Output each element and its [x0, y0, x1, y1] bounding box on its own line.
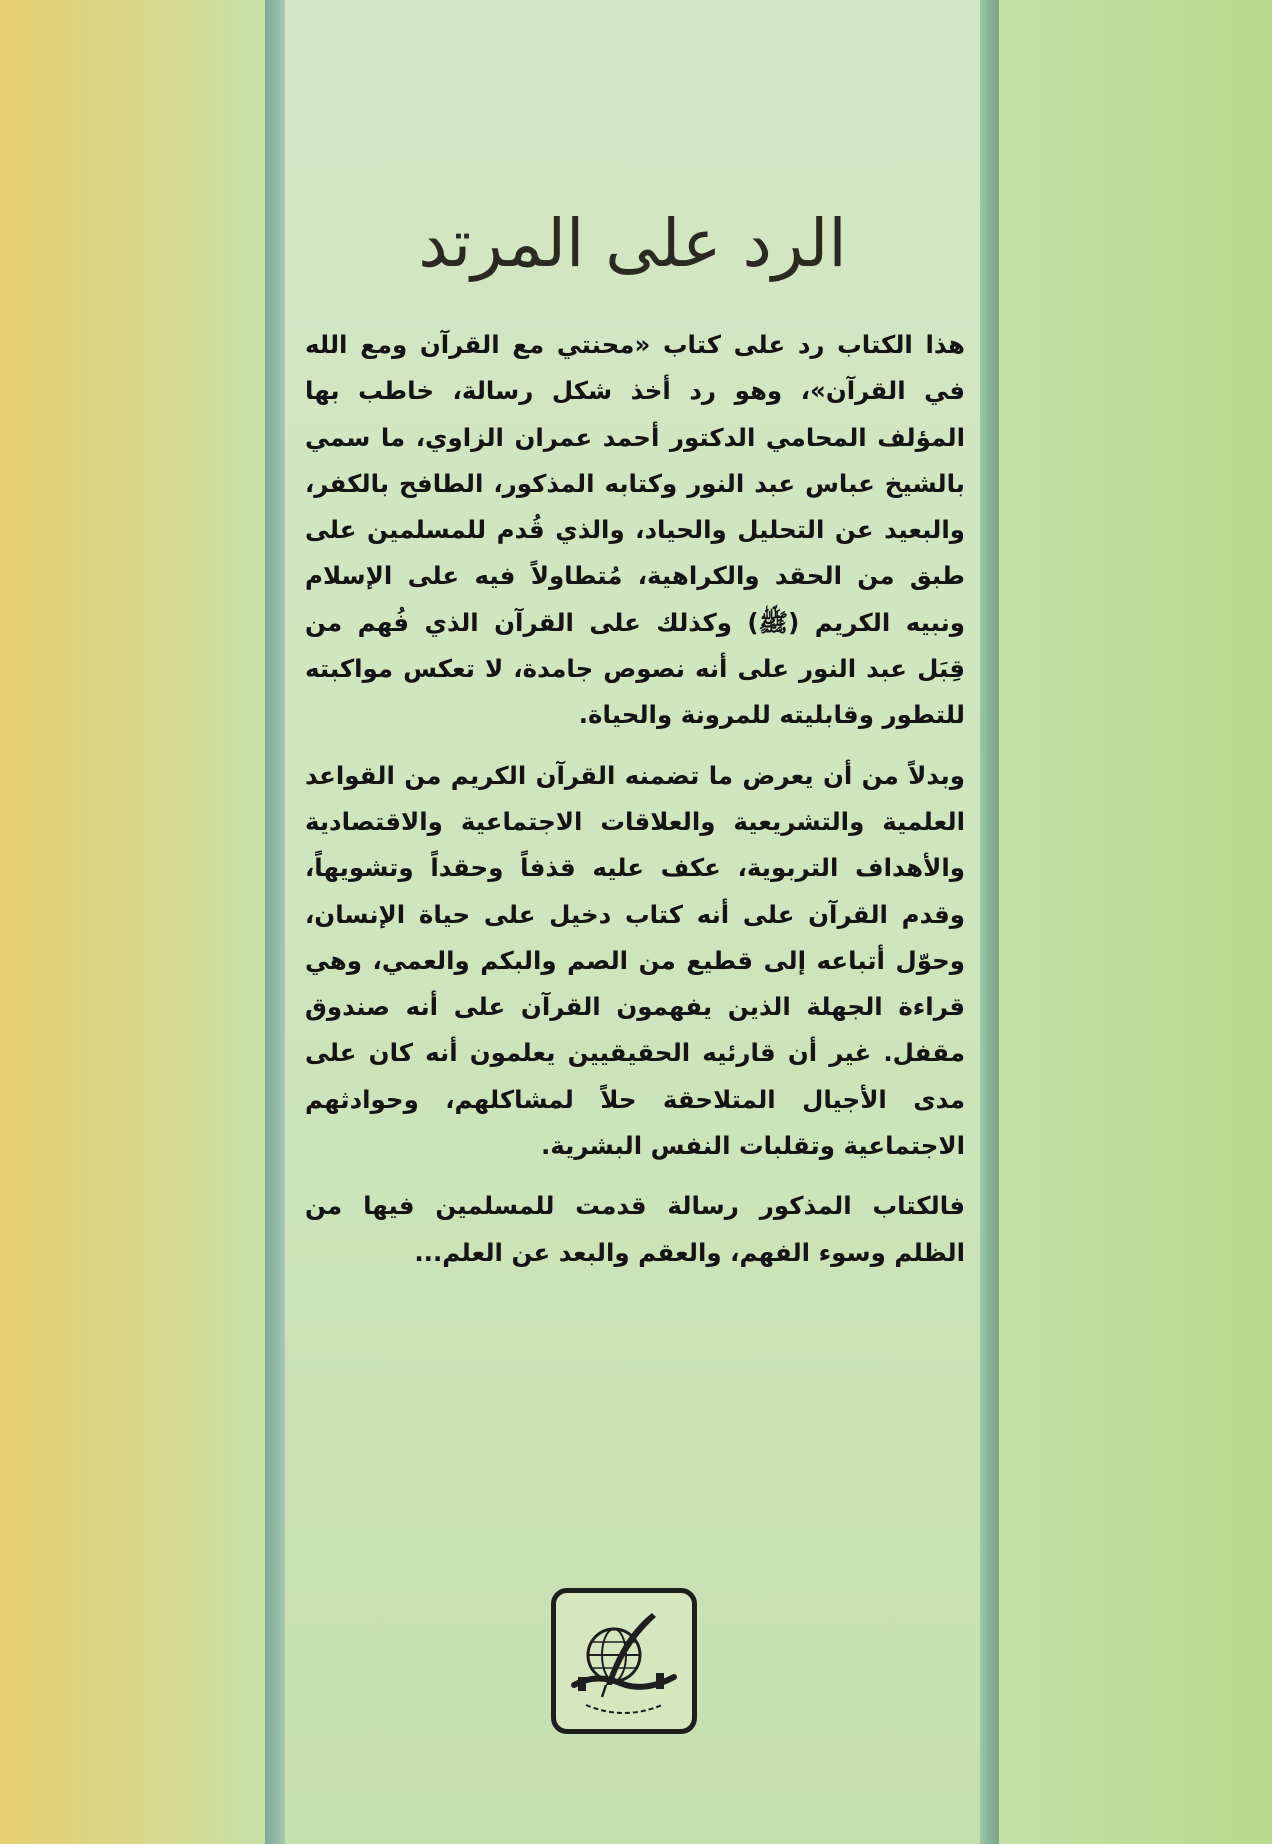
book-title: الرد على المرتد [418, 205, 847, 282]
back-cover-blurb [305, 322, 965, 1276]
publisher-logo-icon [556, 1593, 692, 1729]
right-teal-stripe [980, 0, 999, 1844]
left-teal-stripe [265, 0, 285, 1844]
blurb-paragraph-1: هذا الكتاب رد على كتاب «محنتي مع القرآن ومع الله في القرآن»، وهو رد أخذ شكل رسالة، خاطب بها المؤلف المحامي الدكتور أحمد عمران الزاوي، ما سمي بالشيخ عباس عبد النور وكتابه المذكور، الطافح بالكفر، والبعيد عن التحليل والحياد، والذي قُدم للمسلمين على طبق من الحقد والكراهية، مُتطاولاً فيه على الإسلام ونبيه الكريم (ﷺ) وكذلك على القرآن الذي فُهم من قِبَل عبد النور على أنه نصوص جامدة، لا تعكس مواكبته للتطور وقابليته للمرونة والحياة. [305, 330, 965, 730]
publisher-logo [551, 1588, 697, 1734]
blurb-paragraph-2: وبدلاً من أن يعرض ما تضمنه القرآن الكريم من القواعد العلمية والتشريعية والعلاقات الاجتماعية والاقتصادية والأهداف التربوية، عكف عليه قذفاً وحقداً وتشويهاً، وقدم القرآن على أنه كتاب دخيل على حياة الإنسان، وحوّل أتباعه إلى قطيع من الصم والبكم والعمي، وهي قراءة الجهلة الذين يفهمون القرآن على أنه صندوق مقفل. غير أن قارئيه الحقيقيين يعلمون أنه كان على مدى الأجيال المتلاحقة حلاً لمشاكلهم، وحوادثهم الاجتماعية وتقلبات النفس البشرية. [305, 760, 965, 1161]
blurb-paragraph-3: فالكتاب المذكور رسالة قدمت للمسلمين فيها من الظلم وسوء الفهم، والعقم والبعد عن العلم... [305, 1191, 965, 1267]
